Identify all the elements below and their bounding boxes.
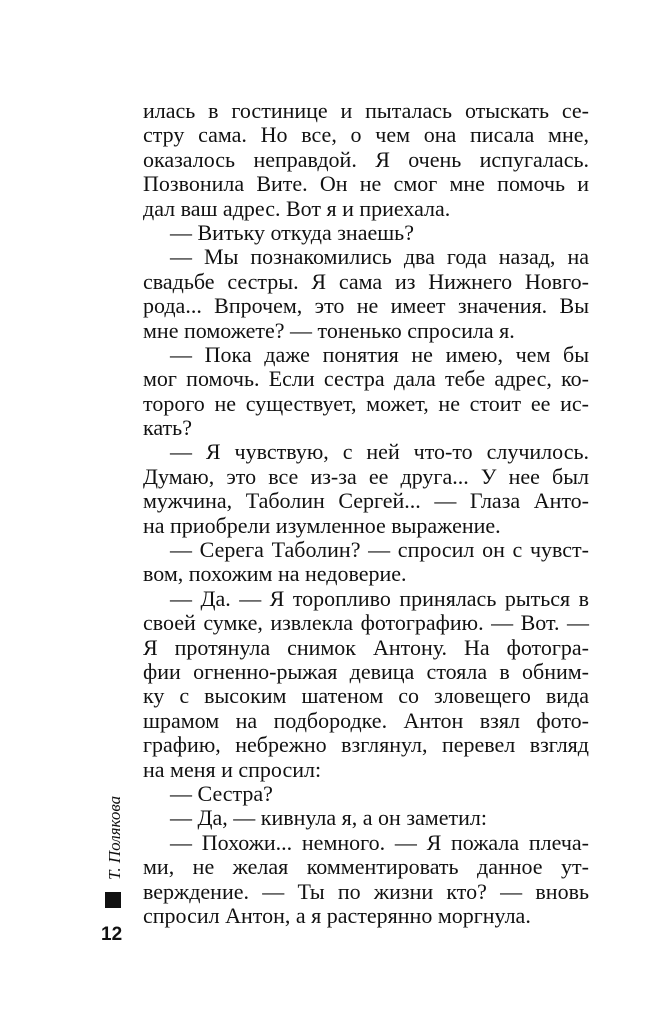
text-line: графию, небрежно взглянул, перевел взгляд <box>143 732 589 758</box>
text-line: оказалось неправдой. Я очень испугалась. <box>143 146 589 172</box>
page-number: 12 <box>101 924 123 945</box>
text-line: спросил Антон, а я растерянно моргнула. <box>143 902 531 928</box>
text-line: торого не существует, может, не стоит ее ис- <box>143 390 589 416</box>
text-line: — Да, — кивнула я, а он заметил: <box>170 805 487 831</box>
text-line: — Сестра? <box>170 780 273 806</box>
text-line: верждение. — Ты по жизни кто? — вновь <box>143 878 589 904</box>
text-line: стру сама. Но все, о чем она писала мне, <box>143 122 589 148</box>
text-line: — Я чувствую, с ней что-то случилось. <box>170 439 589 465</box>
text-line: свадьбе сестры. Я сама из Нижнего Новго- <box>143 268 589 294</box>
text-line: — Пока даже понятия не имею, чем бы <box>170 341 589 367</box>
text-line: — Да. — Я торопливо принялась рыться в <box>170 585 589 611</box>
body-text <box>143 99 589 928</box>
text-line: мне поможете? — тоненько спросила я. <box>143 317 515 343</box>
text-line: рода... Впрочем, это не имеет значения. Вы <box>143 293 589 319</box>
text-line: шрамом на подбородке. Антон взял фото- <box>143 707 589 733</box>
text-line: — Витьку откуда знаешь? <box>170 219 414 245</box>
text-line: ми, не желая комментировать данное ут- <box>143 854 589 880</box>
text-line: ку с высоким шатеном со зловещего вида <box>143 683 589 709</box>
text-line: мог помочь. Если сестра дала тебе адрес, ко- <box>143 366 589 392</box>
text-line: кать? <box>143 415 192 441</box>
text-line: мужчина, Таболин Сергей... — Глаза Анто- <box>143 488 589 514</box>
text-line: на приобрели изумленное выражение. <box>143 512 501 538</box>
text-line: Позвонила Вите. Он не смог мне помочь и <box>143 171 589 197</box>
text-line: на меня и спросил: <box>143 756 322 782</box>
text-line: вом, похожим на недоверие. <box>143 561 407 587</box>
square-marker-icon <box>105 892 121 908</box>
text-line: фии огненно-рыжая девица стояла в обним- <box>143 658 589 684</box>
text-line: Я протянула снимок Антону. На фотогра- <box>143 634 589 660</box>
text-line: — Мы познакомились два года назад, на <box>170 244 589 270</box>
running-head-author: Т. Полякова <box>105 795 124 880</box>
text-line: дал ваш адрес. Вот я и приехала. <box>143 195 451 221</box>
text-line: — Похожи... немного. — Я пожала плеча- <box>170 829 589 855</box>
text-line: Думаю, это все из-за ее друга... У нее был <box>143 463 589 489</box>
text-line: илась в гостинице и пыталась отыскать се- <box>143 98 589 123</box>
text-line: — Серега Таболин? — спросил он с чувст- <box>170 537 589 563</box>
text-line: своей сумке, извлекла фотографию. — Вот. — <box>143 610 589 636</box>
